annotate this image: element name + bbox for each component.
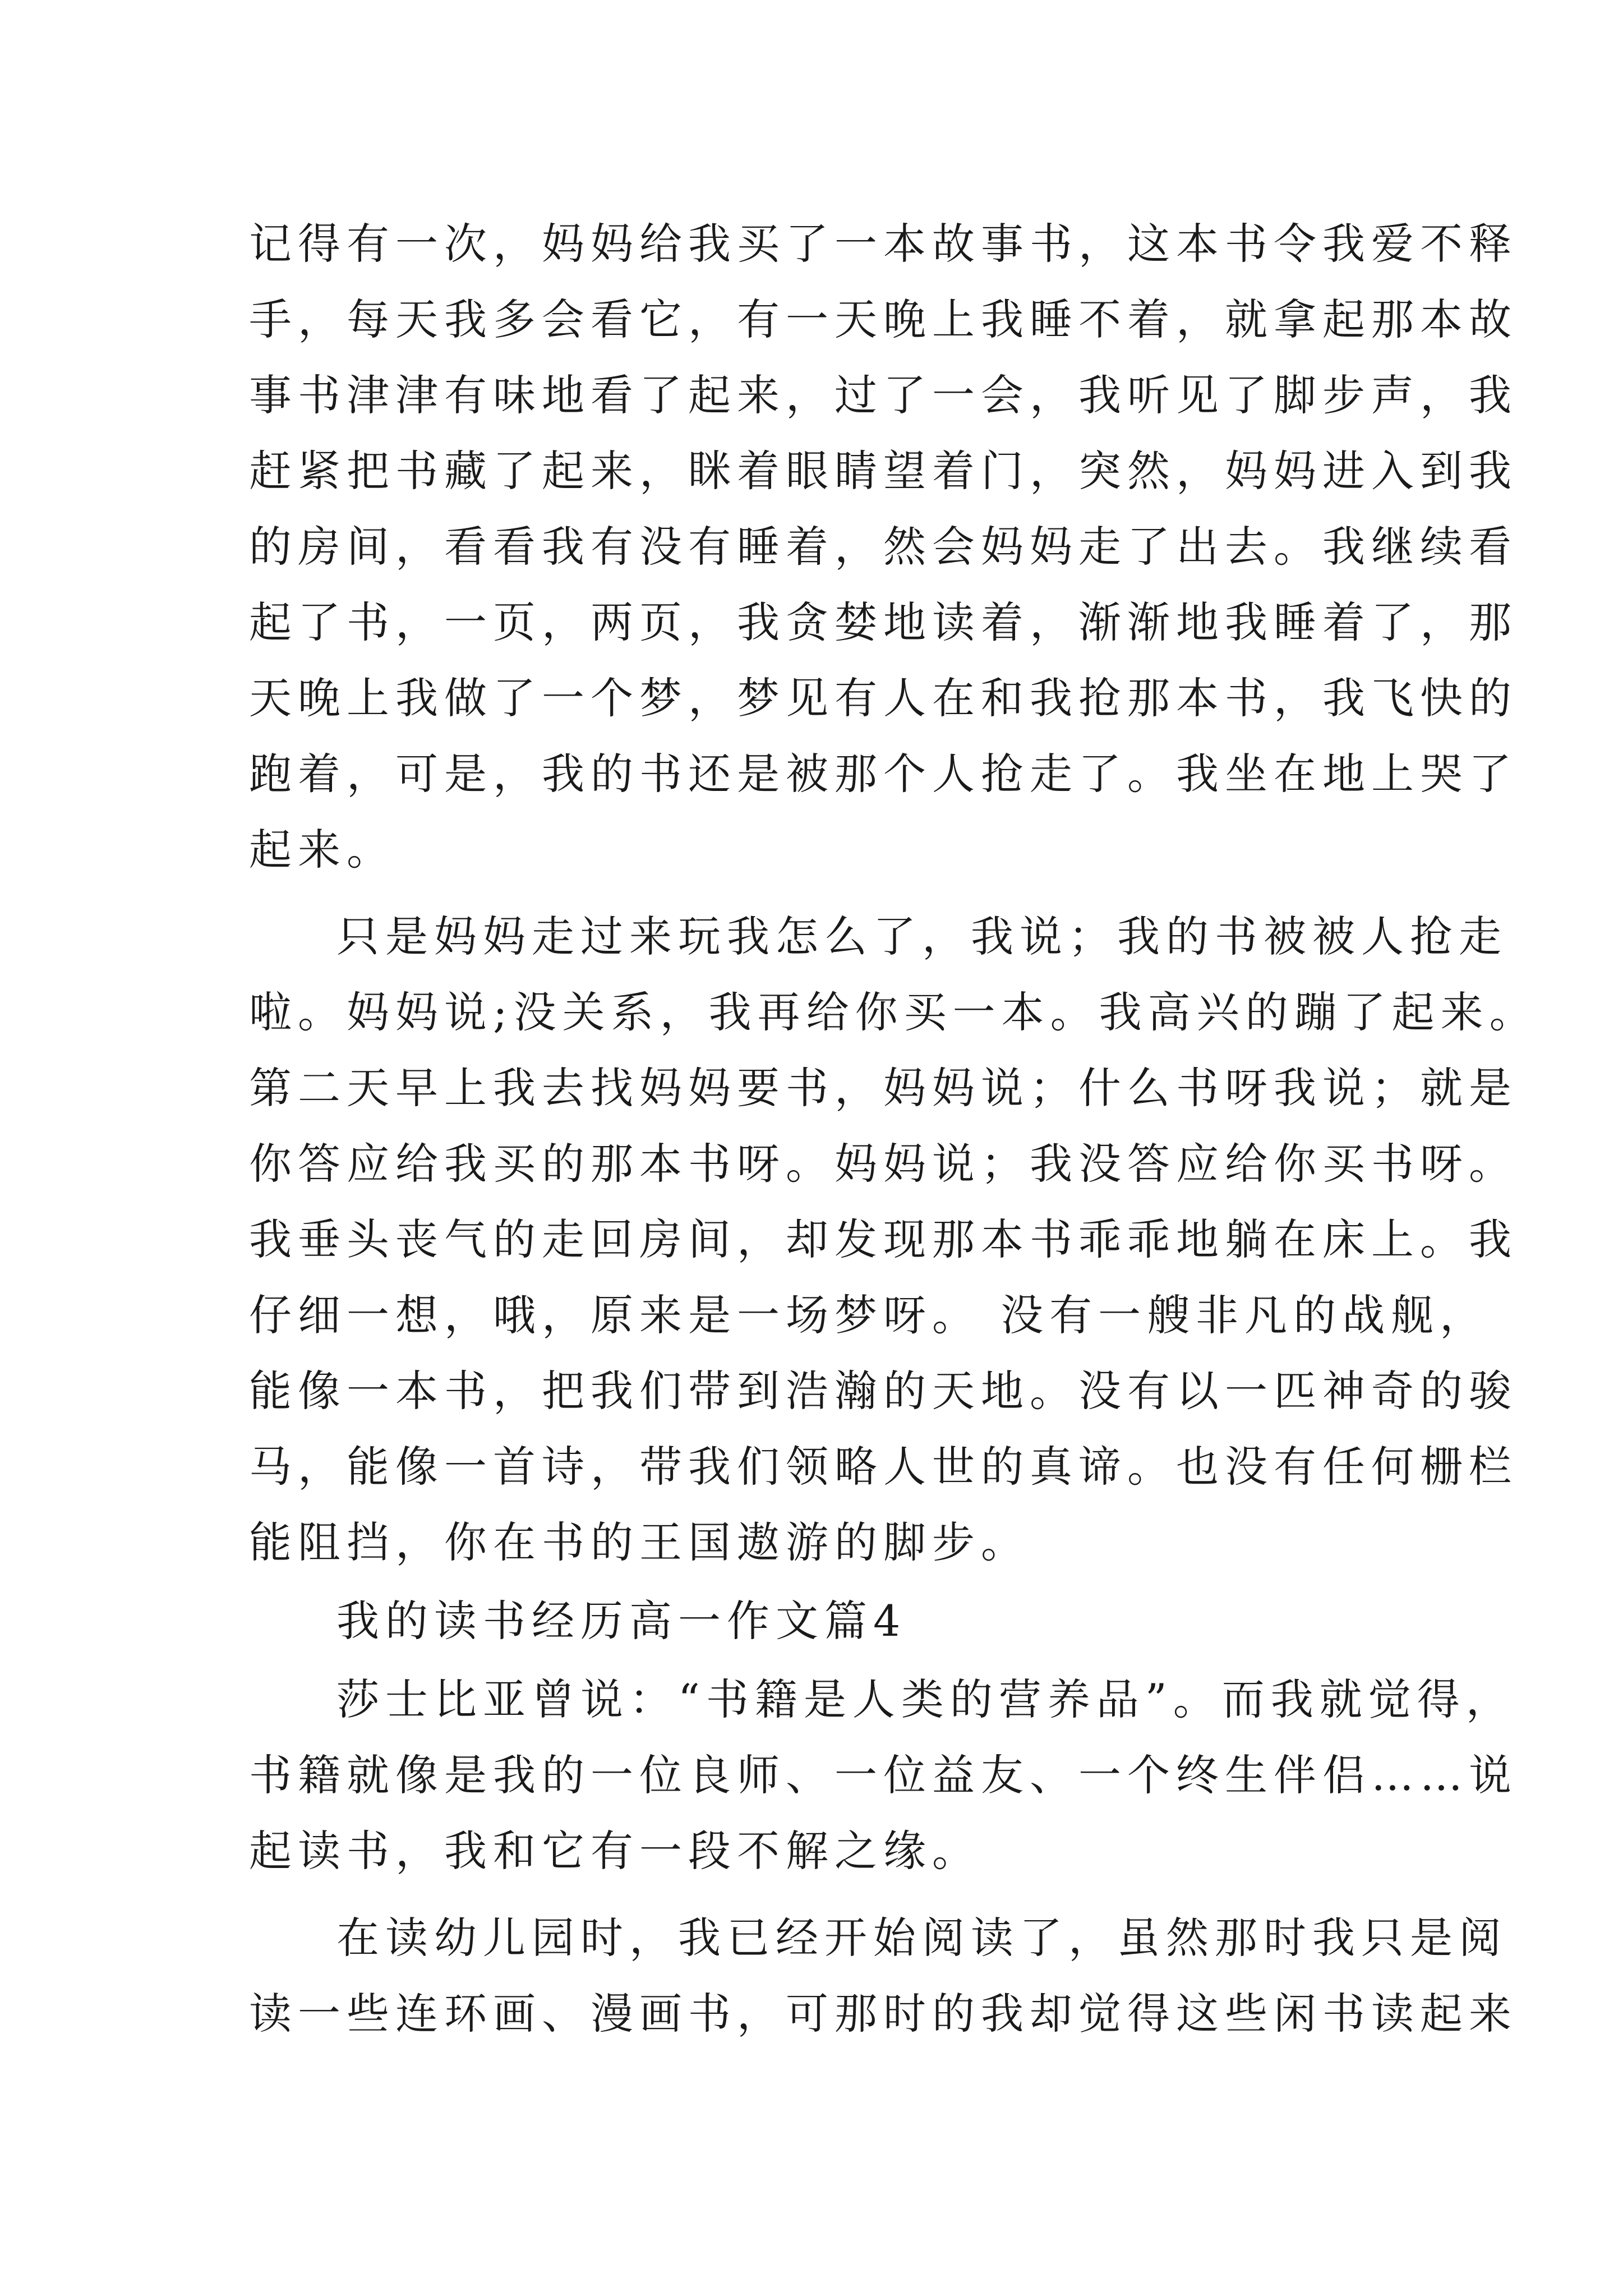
text-line: 莎士比亚曾说：“书籍是人类的营养品”。而我就觉得， (336, 1674, 1515, 1724)
text-line: 的房间，看看我有没有睡着，然会妈妈走了出去。我继续看 (249, 522, 1518, 572)
text-line: 起了书，一页，两页，我贪婪地读着，渐渐地我睡着了，那 (249, 597, 1518, 647)
text-line: 读一些连环画、漫画书，可那时的我却觉得这些闲书读起来 (249, 1989, 1518, 2039)
text-line: 跑着，可是，我的书还是被那个人抢走了。我坐在地上哭了 (249, 749, 1518, 799)
text-line: 第二天早上我去找妈妈要书，妈妈说；什么书呀我说；就是 (249, 1063, 1518, 1113)
text-line: 记得有一次，妈妈给我买了一本故事书，这本书令我爱不释 (249, 219, 1518, 269)
text-line: 只是妈妈走过来玩我怎么了，我说；我的书被被人抢走 (336, 912, 1507, 961)
text-line: 啦。妈妈说;没关系，我再给你买一本。我高兴的蹦了起来。 (249, 987, 1538, 1037)
text-line: 手，每天我多会看它，有一天晚上我睡不着，就拿起那本故 (249, 295, 1518, 344)
text-line: 起读书，我和它有一段不解之缘。 (249, 1826, 981, 1876)
text-line: 我垂头丧气的走回房间，却发现那本书乖乖地躺在床上。我 (249, 1214, 1518, 1264)
text-line: 书籍就像是我的一位良师、一位益友、一个终生伴侣……说 (249, 1750, 1518, 1800)
text-line: 你答应给我买的那本书呀。妈妈说；我没答应给你买书呀。 (249, 1139, 1518, 1189)
text-line: 仔细一想，哦，原来是一场梦呀。 没有一艘非凡的战舰， (249, 1290, 1489, 1340)
text-line: 赶紧把书藏了起来，眯着眼睛望着门，突然，妈妈进入到我 (249, 446, 1518, 496)
section-heading: 我的读书经历高一作文篇4 (336, 1596, 907, 1646)
text-line: 在读幼儿园时，我已经开始阅读了，虽然那时我只是阅 (336, 1913, 1507, 1963)
text-line: 事书津津有味地看了起来，过了一会，我听见了脚步声，我 (249, 370, 1518, 420)
text-line: 马，能像一首诗，带我们领略人世的真谛。也没有任何栅栏 (249, 1442, 1518, 1492)
text-line: 天晚上我做了一个梦，梦见有人在和我抢那本书，我飞快的 (249, 673, 1518, 723)
text-line: 能像一本书，把我们带到浩瀚的天地。没有以一匹神奇的骏 (249, 1366, 1518, 1416)
text-line: 起来。 (249, 825, 395, 875)
text-line: 能阻挡，你在书的王国遨游的脚步。 (249, 1517, 1030, 1567)
